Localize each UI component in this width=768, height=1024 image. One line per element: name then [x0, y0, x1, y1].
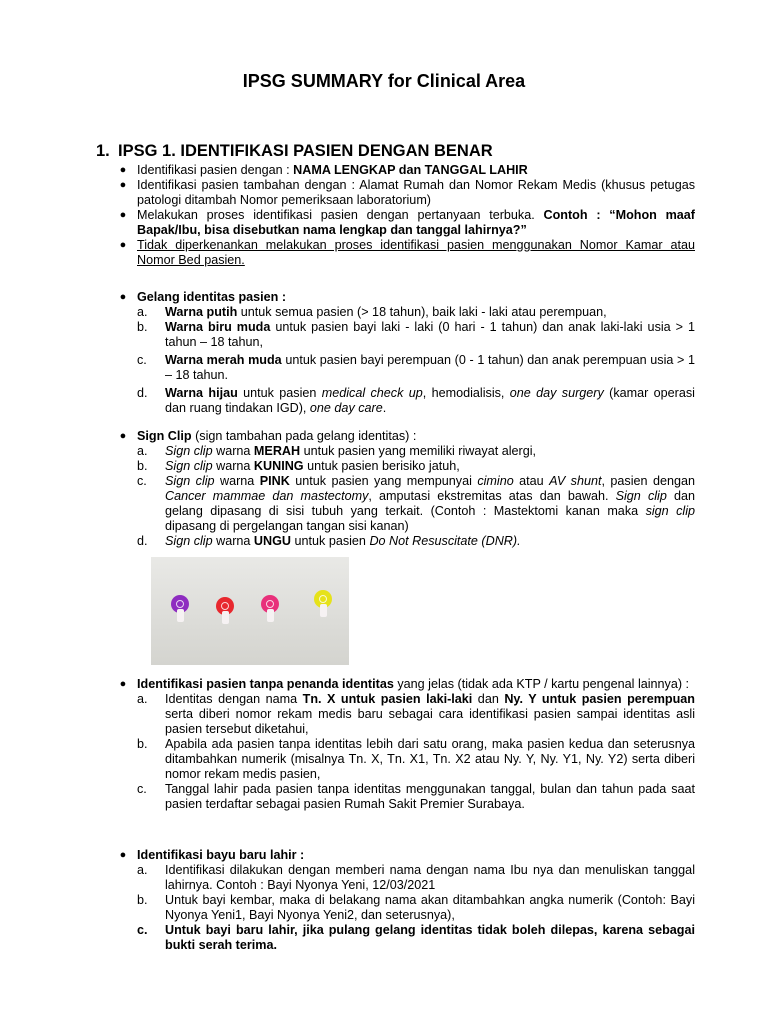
sub-item	[117, 386, 695, 416]
sub-item-text: untuk pasien bayi laki - laki (0 hari - 1 tahun) dan anak laki-laki usia > 1 tahun – 18 tahun,	[165, 320, 695, 349]
sub-item-marker: a.	[137, 692, 148, 706]
sub-item-italic: AV shunt	[549, 474, 602, 488]
sub-item	[117, 863, 695, 893]
sub-item-bold: KUNING	[253, 459, 304, 473]
sub-item-marker: b.	[137, 459, 148, 473]
sub-item-text: untuk pasien	[237, 386, 322, 400]
intro-list	[117, 163, 695, 268]
sub-item-bold: MERAH	[253, 444, 301, 458]
sub-item-marker: c.	[137, 353, 147, 367]
list-item-text: Identifikasi pasien dengan :	[137, 163, 294, 177]
list-item	[117, 848, 695, 863]
sub-item-text: Identitas dengan nama	[165, 692, 303, 706]
sub-item-bold: Ny. Y untuk pasien perempuan	[504, 692, 695, 706]
sub-item	[117, 305, 695, 320]
sub-item	[117, 782, 695, 812]
sub-item-italic: Sign clip	[165, 474, 215, 488]
sub-item-italic: sign clip	[645, 504, 695, 518]
sub-item	[117, 692, 695, 737]
sub-item-marker: c.	[137, 923, 148, 937]
sub-item-marker: d.	[137, 534, 148, 548]
sub-item	[117, 320, 695, 350]
sub-item-italic: Cancer mammae dan mastectomy	[165, 489, 369, 503]
signclip-heading: Sign Clip	[137, 429, 192, 443]
signclip-heading-rest: (sign tambahan pada gelang identitas) :	[191, 429, 417, 443]
sub-item-text: untuk pasien bayi perempuan (0 - 1 tahun) dan anak perempuan usia > 1 – 18 tahun.	[165, 353, 696, 382]
sub-item-marker: c.	[137, 782, 147, 796]
sub-item	[117, 534, 695, 549]
bullet-icon: ●	[119, 849, 127, 861]
sub-item-text: atau	[513, 474, 550, 488]
tanpa-identitas-section	[117, 677, 695, 812]
sub-item-text: warna	[214, 474, 260, 488]
bullet-icon: ●	[119, 179, 127, 191]
sub-item-text: warna	[212, 459, 254, 473]
sub-item-text: (kamar operasi dan ruang tindakan IGD),	[165, 386, 695, 415]
sub-item-marker: a.	[137, 305, 148, 319]
list-item-text: Melakukan proses identifikasi pasien dengan pertanyaan terbuka.	[137, 208, 544, 222]
sub-item-marker: b.	[137, 320, 148, 334]
sub-item-text: untuk pasien berisiko jatuh,	[303, 459, 460, 473]
sub-item	[117, 737, 695, 782]
sub-item-text: untuk pasien	[291, 534, 370, 548]
sub-item	[117, 474, 695, 534]
list-item-bold: Identifikasi pasien tanpa penanda identitas	[137, 677, 394, 691]
sub-item-text: Tanggal lahir pada pasien tanpa identitas menggunakan tanggal, bulan dan tahun pada saat pasien terdaftar sebagai pasien Rumah Sakit Premier Surabaya.	[165, 782, 695, 811]
red-clip-icon	[216, 597, 234, 615]
pink-clip-icon	[261, 595, 279, 613]
sub-item-bold: Warna hijau	[165, 386, 238, 400]
sub-item-italic: one day care	[309, 401, 383, 415]
bullet-icon: ●	[119, 430, 127, 442]
sub-item	[117, 459, 695, 474]
section-heading-text: IPSG 1. IDENTIFIKASI PASIEN DENGAN BENAR	[118, 142, 493, 160]
bullet-icon: ●	[119, 678, 127, 690]
list-item-bold: Contoh : “Mohon maaf Bapak/Ibu, bisa disebutkan nama lengkap dan tanggal lahirnya?”	[137, 208, 695, 237]
sub-item-text: Identifikasi dilakukan dengan memberi nama dengan nama Ibu nya dan menuliskan tanggal lahirnya. Contoh : Bayi Nyonya Yeni, 12/03/2021	[165, 863, 695, 892]
sub-item	[117, 353, 695, 383]
sub-item-marker: a.	[137, 444, 148, 458]
sub-item-italic: cimino	[477, 474, 514, 488]
sub-item-italic: Do Not Resuscitate (DNR).	[369, 534, 521, 548]
sub-item-text: untuk semua pasien (> 18 tahun), baik laki - laki atau perempuan,	[237, 305, 607, 319]
sub-item-text: serta diberi nomor rekam medis baru sebagai cara identifikasi pasien sampai identitas asli pasien tersebut diketahui,	[165, 707, 695, 736]
bullet-icon: ●	[119, 209, 127, 221]
sub-item-text: Untuk bayi kembar, maka di belakang nama akan ditambahkan angka numerik (Contoh: Bayi Nyonya Yeni1, Bayi Nyonya Yeni2, dan seterusnya),	[165, 893, 695, 922]
list-item	[117, 178, 695, 208]
sign-clip-photo	[151, 557, 349, 665]
gelang-section	[117, 290, 695, 416]
sub-item	[117, 444, 695, 459]
list-item-text: Tidak diperkenankan melakukan proses identifikasi pasien menggunakan Nomor Kamar atau Nomor Bed pasien.	[137, 238, 695, 267]
section-heading	[96, 141, 493, 161]
sub-item-italic: medical check up	[321, 386, 423, 400]
sub-item-bold: Warna merah muda	[165, 353, 282, 367]
sub-item-italic: one day surgery	[509, 386, 604, 400]
sub-item-italic: Sign clip	[165, 534, 213, 548]
sub-item-marker: b.	[137, 893, 148, 907]
sub-item-text: warna	[212, 534, 254, 548]
signclip-section	[117, 429, 695, 549]
sub-item-bold: Warna biru muda	[165, 320, 271, 334]
sub-item-marker: d.	[137, 386, 148, 400]
list-item	[117, 677, 695, 692]
bayi-heading: Identifikasi bayu baru lahir :	[137, 848, 305, 862]
gelang-heading: Gelang identitas pasien :	[137, 290, 287, 304]
purple-clip-icon	[171, 595, 189, 613]
bayi-section	[117, 848, 695, 953]
sub-item-text: untuk pasien yang memiliki riwayat alergi,	[300, 444, 536, 458]
list-item	[117, 163, 695, 178]
list-item-bold: NAMA LENGKAP dan TANGGAL LAHIR	[293, 163, 528, 177]
sub-item-text: dan gelang dipasang di sisi tubuh yang terkait. (Contoh : Mastektomi kanan maka	[165, 489, 696, 518]
list-item-text: yang jelas (tidak ada KTP / kartu pengenal lainnya) :	[393, 677, 690, 691]
sub-item-italic: Sign clip	[615, 489, 667, 503]
sub-item-text: Apabila ada pasien tanpa identitas lebih dari satu orang, maka pasien kedua dan seterusnya ditambahkan numerik (misalnya Tn. X, Tn. X1, Tn. X2 atau Ny. Y, Ny. Y1, Ny. Y2) serta diberi nomor rekam medis pasien,	[165, 737, 695, 781]
yellow-clip-icon	[314, 590, 332, 608]
section-number: 1.	[96, 142, 110, 160]
sub-item-text: , hemodialisis,	[422, 386, 510, 400]
sub-item-text: warna	[212, 444, 254, 458]
sub-item-marker: b.	[137, 737, 148, 751]
list-item	[117, 290, 695, 305]
bullet-icon: ●	[119, 291, 127, 303]
document-title: IPSG SUMMARY for Clinical Area	[242, 71, 526, 91]
sub-item-text: .	[382, 401, 387, 415]
sub-item-text: dan	[472, 692, 505, 706]
list-item	[117, 429, 695, 444]
sub-item-text: dipasang di pergelangan tangan sisi kanan)	[165, 519, 409, 533]
sub-item-text: Untuk bayi baru lahir, jika pulang gelang identitas tidak boleh dilepas, karena sebagai bukti serah terima.	[165, 923, 695, 952]
sub-item-italic: Sign clip	[165, 444, 213, 458]
sub-item-bold: PINK	[259, 474, 290, 488]
sub-item-text: , amputasi ekstremitas atas dan bawah.	[368, 489, 616, 503]
sub-item-text: untuk pasien yang mempunyai	[289, 474, 478, 488]
sub-item-text: , pasien dengan	[601, 474, 695, 488]
list-item	[117, 208, 695, 238]
sub-item-marker: a.	[137, 863, 148, 877]
bullet-icon: ●	[119, 239, 127, 251]
sub-item-bold: Warna putih	[165, 305, 238, 319]
sub-item-bold: Tn. X untuk pasien laki-laki	[302, 692, 473, 706]
sub-item	[117, 923, 695, 953]
sub-item-italic: Sign clip	[165, 459, 213, 473]
sub-item-bold: UNGU	[253, 534, 292, 548]
sub-item	[117, 893, 695, 923]
list-item-text: Identifikasi pasien tambahan dengan : Alamat Rumah dan Nomor Rekam Medis (khusus petugas patologi ditambah Nomor pemeriksaan laboratorium)	[137, 178, 695, 207]
sub-item-marker: c.	[137, 474, 147, 488]
bullet-icon: ●	[119, 164, 127, 176]
list-item	[117, 238, 695, 268]
